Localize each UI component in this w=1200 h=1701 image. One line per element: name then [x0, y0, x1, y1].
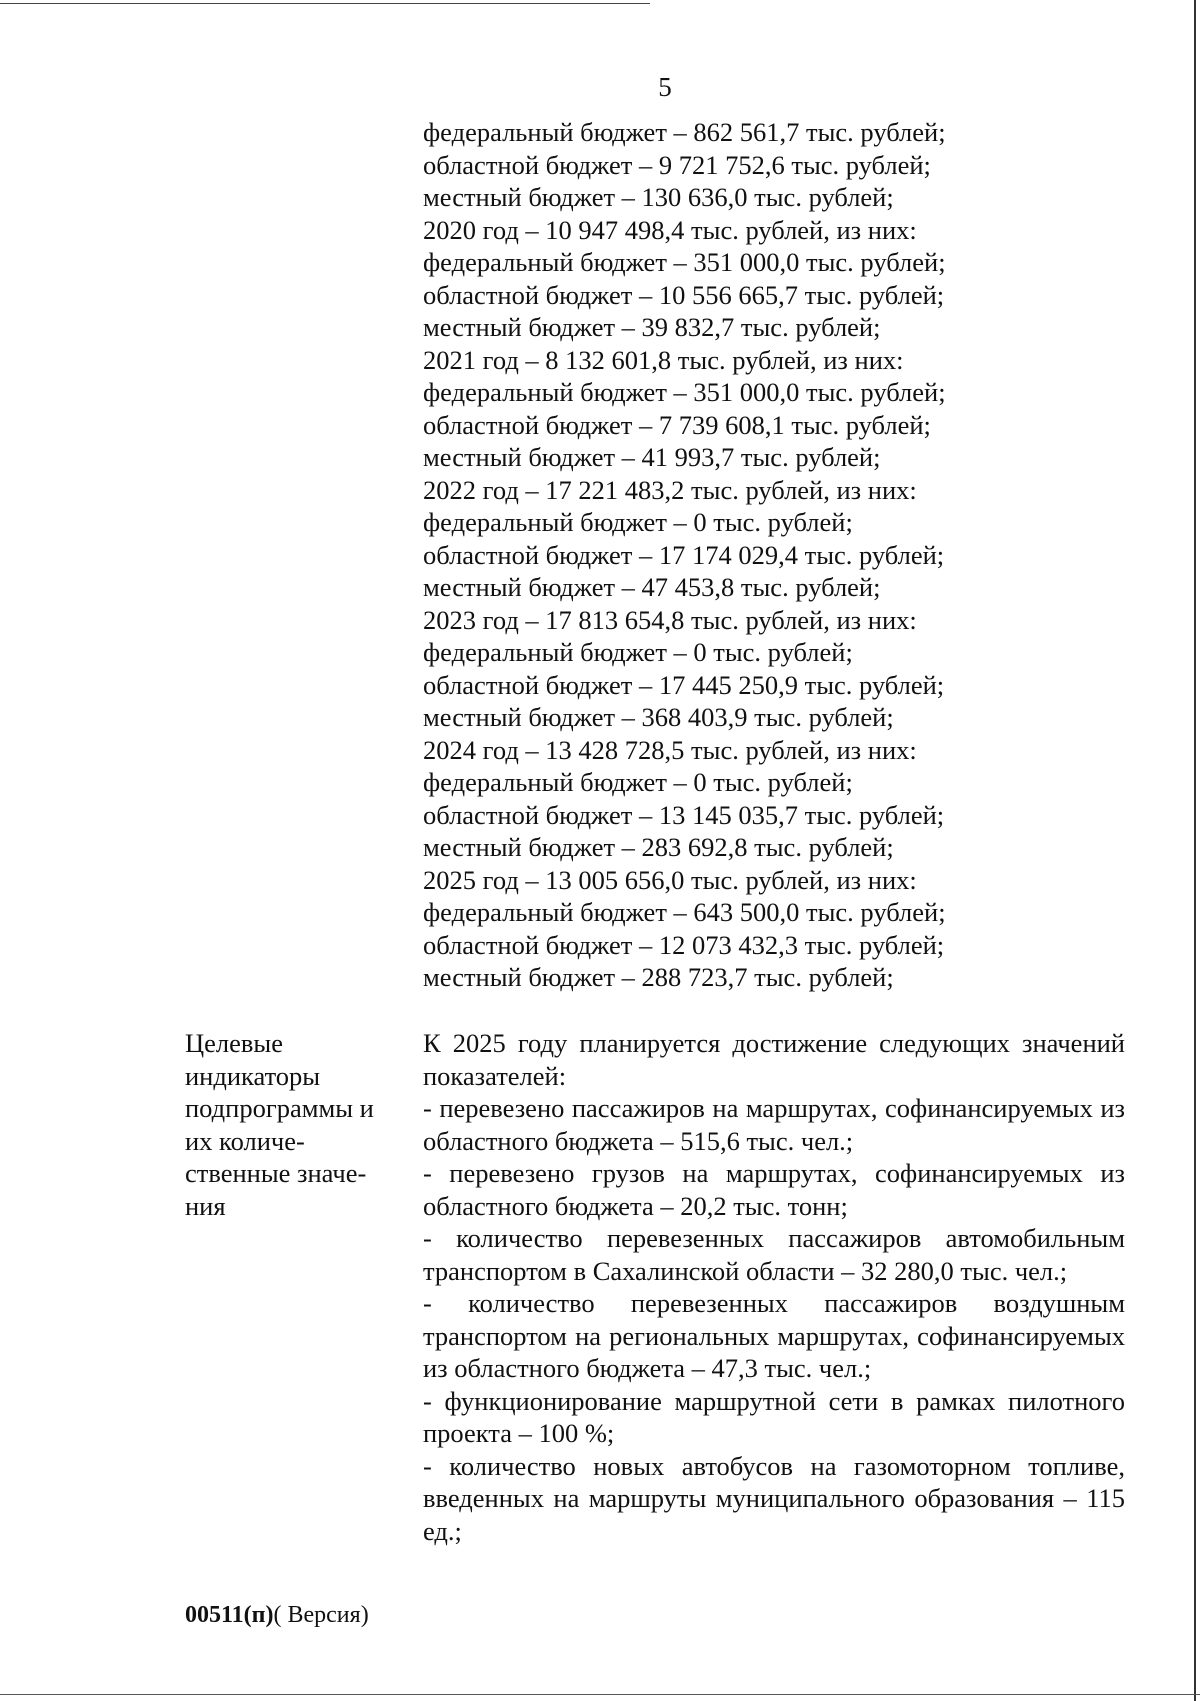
indicator-item: - количество перевезенных пассажиров воздушным транспортом на региональных маршрутах, софинансируемых из областного бюджета – 47,3 тыс. чел.; [423, 1288, 1125, 1383]
funding-line: 2021 год – 8 132 601,8 тыс. рублей, из них: [423, 344, 904, 375]
funding-line: федеральный бюджет – 351 000,0 тыс. рублей; [423, 377, 946, 407]
funding-line: областной бюджет – 17 174 029,4 тыс. рублей; [423, 539, 945, 570]
funding-line: федеральный бюджет – 0 тыс. рублей; [423, 767, 853, 797]
funding-line: федеральный бюджет – 0 тыс. рублей; [423, 507, 853, 537]
funding-line: федеральный бюджет – 351 000,0 тыс. рублей; [423, 247, 946, 277]
indicator-item: - перевезено пассажиров на маршрутах, софинансируемых из областного бюджета – 515,6 тыс. чел.; [423, 1093, 1125, 1156]
funding-line: областной бюджет – 13 145 035,7 тыс. рублей; [423, 799, 945, 830]
funding-line: 2025 год – 13 005 656,0 тыс. рублей, из них: [423, 864, 917, 895]
funding-line: местный бюджет – 288 723,7 тыс. рублей; [423, 962, 894, 992]
funding-line: областной бюджет – 10 556 665,7 тыс. рублей; [423, 279, 945, 310]
funding-line: местный бюджет – 47 453,8 тыс. рублей; [423, 572, 881, 602]
indicator-item: - количество новых автобусов на газомоторном топливе, введенных на маршруты муниципального образования – 115 ед.; [423, 1450, 1125, 1546]
funding-line: местный бюджет – 130 636,0 тыс. рублей; [423, 182, 894, 212]
funding-line: местный бюджет – 41 993,7 тыс. рублей; [423, 442, 881, 472]
funding-line: федеральный бюджет – 643 500,0 тыс. рублей; [423, 897, 946, 927]
document-version: ( Версия) [273, 1602, 369, 1628]
document-code: 00511(п) [185, 1602, 274, 1628]
indicators-value [423, 1027, 1125, 1547]
funding-line: местный бюджет – 283 692,8 тыс. рублей; [423, 832, 894, 862]
indicator-item: - количество перевезенных пассажиров автомобильным транспортом в Сахалинской области – 32 280,0 тыс. чел.; [423, 1223, 1125, 1286]
indicator-item: - функционирование маршрутной сети в рамках пилотного проекта – 100 %; [423, 1385, 1125, 1448]
funding-line: 2023 год – 17 813 654,8 тыс. рублей, из них: [423, 604, 917, 635]
funding-line: областной бюджет – 17 445 250,9 тыс. рублей; [423, 669, 945, 700]
document-footer [185, 1602, 369, 1629]
indicator-item: - перевезено грузов на маршрутах, софинансируемых из областного бюджета – 20,2 тыс. тонн; [423, 1158, 1125, 1221]
funding-line: 2022 год – 17 221 483,2 тыс. рублей, из них: [423, 474, 917, 505]
funding-line: федеральный бюджет – 0 тыс. рублей; [423, 637, 853, 667]
funding-line: федеральный бюджет – 862 561,7 тыс. рублей; [423, 117, 946, 147]
funding-line: областной бюджет – 9 721 752,6 тыс. рублей; [423, 149, 931, 180]
funding-line: областной бюджет – 7 739 608,1 тыс. рублей; [423, 409, 931, 440]
scan-edge-right [1194, 0, 1196, 1701]
indicators-intro: К 2025 году планируется достижение следующих значений показателей: [423, 1028, 1125, 1091]
funding-line: 2024 год – 13 428 728,5 тыс. рублей, из них: [423, 734, 917, 765]
scan-edge-top [0, 3, 650, 4]
page-number: 5 [658, 72, 672, 102]
funding-line: местный бюджет – 368 403,9 тыс. рублей; [423, 702, 894, 732]
indicators-label: Целевые индикаторы подпрограммы и их количе-ственные значе-ния [185, 1028, 374, 1221]
funding-line: областной бюджет – 12 073 432,3 тыс. рублей; [423, 929, 945, 960]
funding-line: местный бюджет – 39 832,7 тыс. рублей; [423, 312, 881, 342]
indicator-list [423, 1092, 1125, 1547]
funding-list [423, 116, 946, 994]
funding-line: 2020 год – 10 947 498,4 тыс. рублей, из них: [423, 214, 917, 245]
scan-edge-bottom [0, 1694, 1200, 1695]
